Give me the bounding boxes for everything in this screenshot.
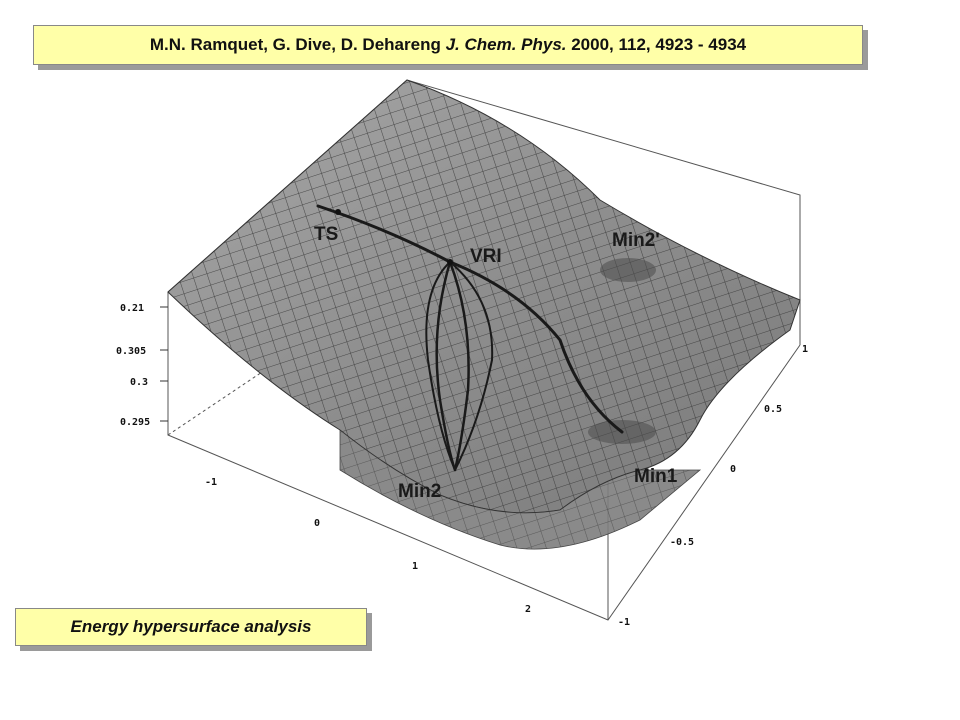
- label-min1: Min1: [634, 466, 678, 487]
- citation-details: 2000, 112, 4923 - 4934: [566, 35, 747, 54]
- citation-authors: M.N. Ramquet, G. Dive, D. Dehareng: [149, 35, 446, 54]
- citation-box: [33, 25, 863, 65]
- min2p-well: [600, 258, 656, 282]
- z-tick: 0.295: [120, 417, 151, 428]
- x-tick: 2: [525, 604, 532, 615]
- x-tick: -1: [205, 477, 218, 488]
- ts-marker: [335, 209, 341, 215]
- y-tick: 1: [802, 344, 809, 355]
- y-tick: -1: [618, 617, 631, 628]
- citation-journal: J. Chem. Phys.: [445, 35, 567, 54]
- y-tick: 0: [730, 464, 737, 475]
- label-min2p: Min2': [612, 230, 660, 251]
- caption-text: Energy hypersurface analysis: [70, 617, 312, 636]
- surface-mesh: [168, 80, 800, 513]
- z-tick: 0.305: [116, 346, 147, 357]
- z-axis: [116, 303, 168, 428]
- x-tick: 1: [412, 561, 419, 572]
- x-tick: 0: [314, 518, 321, 529]
- label-min2: Min2: [398, 481, 442, 502]
- y-tick: 0.5: [764, 404, 783, 415]
- vri-marker: [447, 259, 453, 265]
- z-tick: 0.21: [120, 303, 145, 314]
- y-tick: -0.5: [670, 537, 695, 548]
- caption-box: [15, 608, 367, 646]
- label-vri: VRI: [470, 246, 502, 267]
- label-ts: TS: [314, 224, 339, 245]
- z-tick: 0.3: [130, 377, 149, 388]
